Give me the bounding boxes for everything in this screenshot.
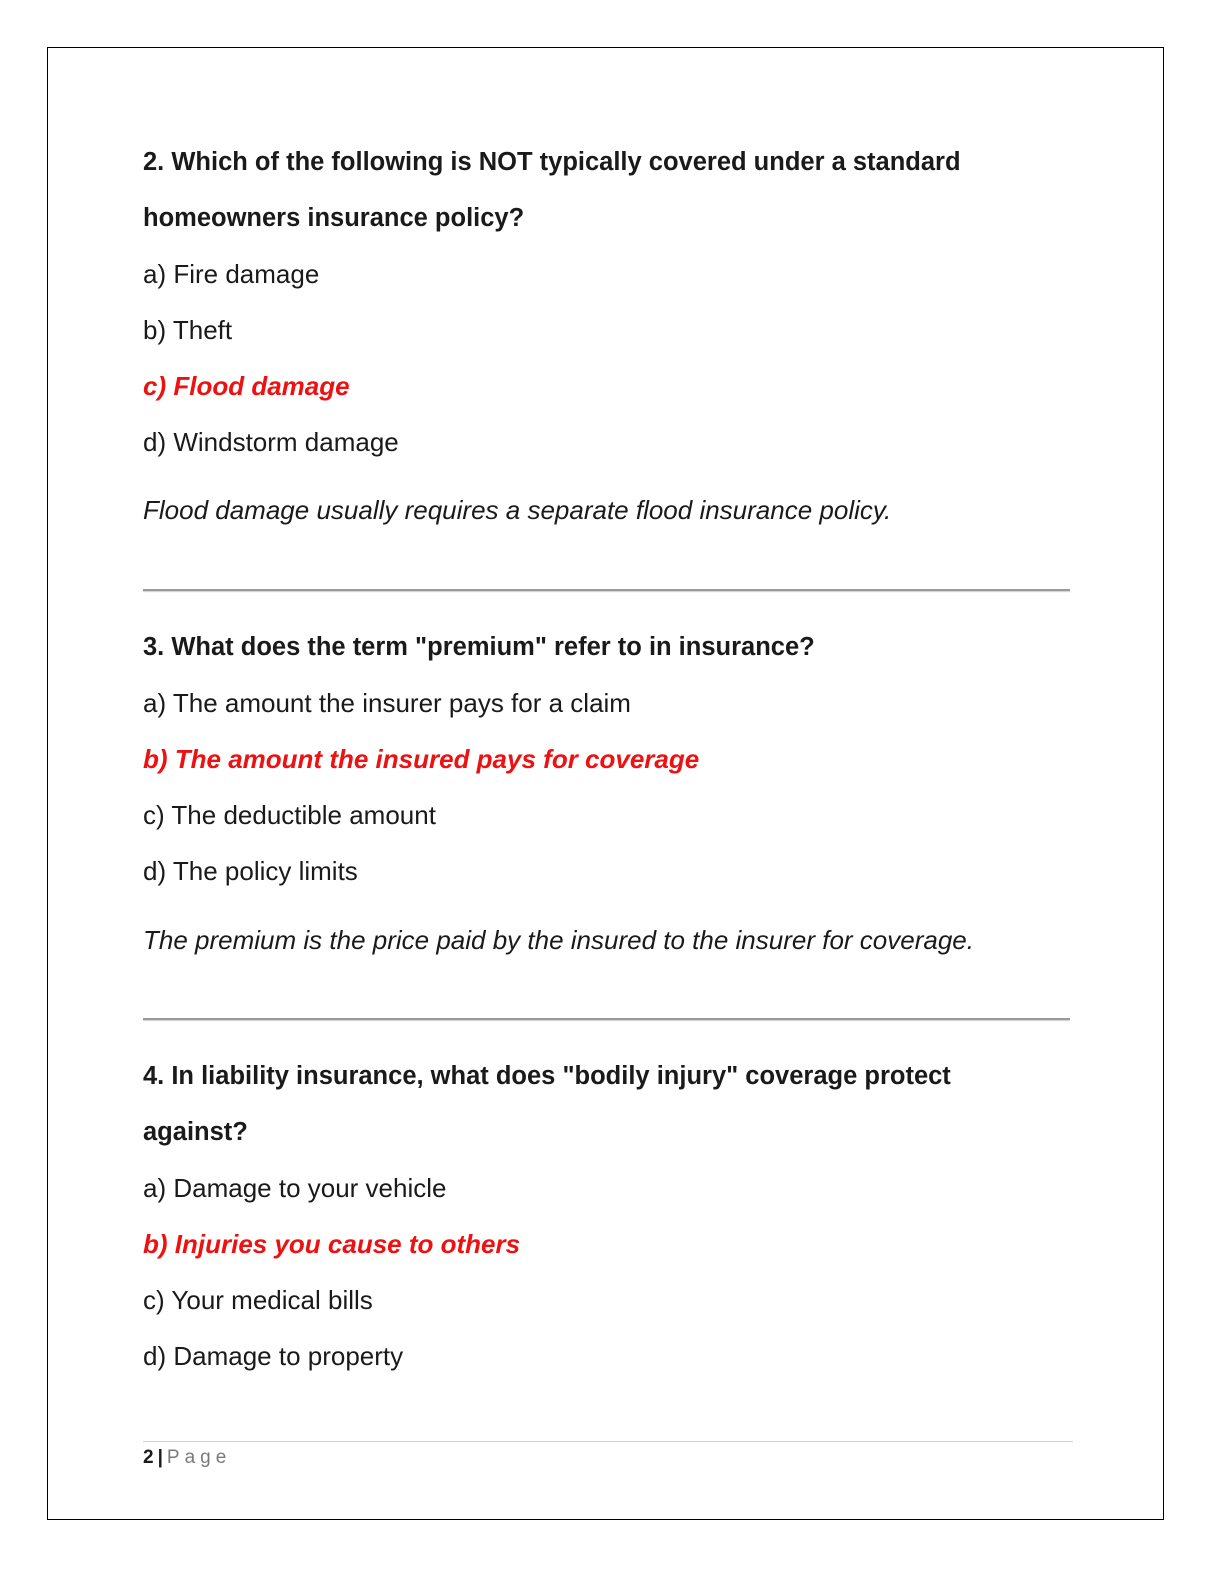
question-2-option-d: d) Windstorm damage bbox=[143, 427, 399, 457]
question-2-option-c-correct: c) Flood damage bbox=[143, 371, 350, 401]
question-2-option-a: a) Fire damage bbox=[143, 259, 320, 289]
page-number: 2 bbox=[143, 1447, 154, 1468]
question-3-option-c: c) The deductible amount bbox=[143, 800, 436, 830]
section-divider-2 bbox=[143, 1018, 1070, 1020]
question-4-line-2: against? bbox=[143, 1118, 248, 1146]
footer-separator: | bbox=[157, 1447, 163, 1468]
question-2-line-2: homeowners insurance policy? bbox=[143, 204, 525, 232]
question-4-option-c: c) Your medical bills bbox=[143, 1285, 373, 1315]
page-word: Page bbox=[166, 1447, 232, 1468]
question-2-explanation: Flood damage usually requires a separate flood insurance policy. bbox=[143, 495, 892, 525]
question-3-option-d: d) The policy limits bbox=[143, 856, 358, 886]
footer-rule bbox=[143, 1441, 1073, 1442]
question-3-option-a: a) The amount the insurer pays for a claim bbox=[143, 688, 631, 718]
question-3-option-b-correct: b) The amount the insured pays for coverage bbox=[143, 744, 700, 774]
question-2-line-1: 2. Which of the following is NOT typically covered under a standard bbox=[143, 148, 961, 176]
page-footer bbox=[143, 1447, 231, 1469]
section-divider-1 bbox=[143, 589, 1070, 591]
question-4-option-a: a) Damage to your vehicle bbox=[143, 1173, 447, 1203]
question-3-explanation: The premium is the price paid by the insured to the insurer for coverage. bbox=[143, 925, 974, 955]
question-4-option-b-correct: b) Injuries you cause to others bbox=[143, 1229, 521, 1259]
question-3-line-1: 3. What does the term "premium" refer to in insurance? bbox=[143, 633, 815, 661]
question-4-line-1: 4. In liability insurance, what does "bodily injury" coverage protect bbox=[143, 1062, 951, 1090]
question-2-option-b: b) Theft bbox=[143, 315, 233, 345]
question-4-option-d: d) Damage to property bbox=[143, 1341, 404, 1371]
